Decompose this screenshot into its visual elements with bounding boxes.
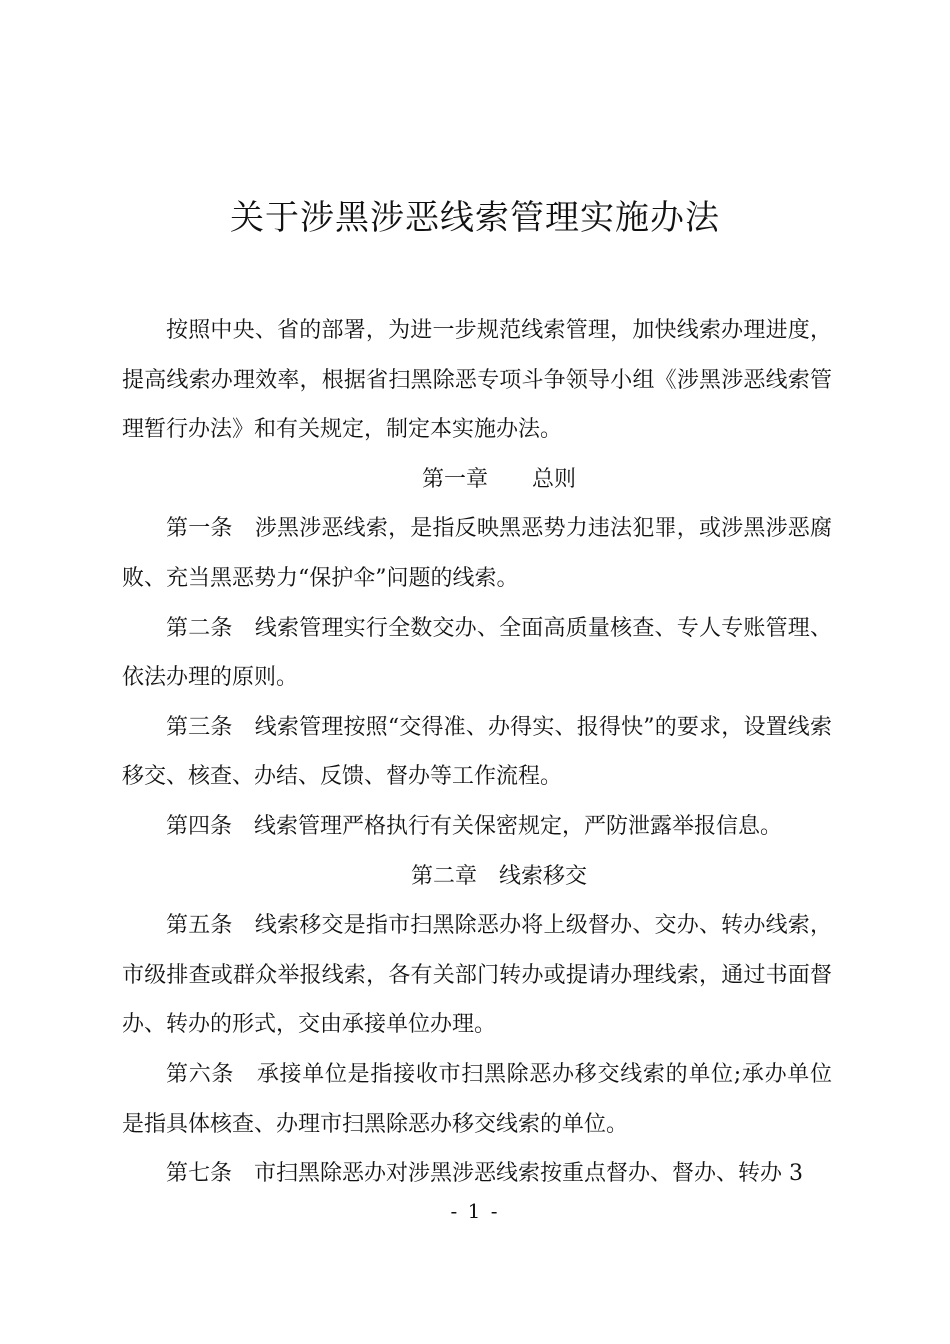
chapter-2-heading: [122, 852, 832, 902]
article-4-label: 第四条: [166, 813, 233, 839]
article-6: [122, 1050, 832, 1149]
article-6-text: 承接单位是指接收市扫黑除恶办移交线索的单位;承办单位是指具体核查、办理市扫黑除恶办移交线索的单位。: [122, 1061, 832, 1137]
article-3-label: 第三条: [166, 714, 233, 740]
chapter-2-number: 第二章: [410, 863, 477, 889]
chapter-2-name: 线索移交: [499, 863, 588, 889]
article-7-text: 市扫黑除恶办对涉黑涉恶线索按重点督办、督办、转办 3: [254, 1161, 804, 1187]
article-2-label: 第二条: [166, 615, 233, 641]
article-5-text: 线索移交是指市扫黑除恶办将上级督办、交办、转办线索，市级排查或群众举报线索，各有关部门转办或提请办理线索，通过书面督办、转办的形式，交由承接单位办理。: [122, 913, 832, 1038]
document-body: [122, 306, 832, 1199]
article-2-text: 线索管理实行全数交办、全面高质量核查、专人专账管理、依法办理的原则。: [122, 615, 832, 691]
article-1: [122, 504, 832, 603]
article-3: [122, 703, 832, 802]
chapter-1-heading: [122, 455, 832, 505]
article-1-label: 第一条: [166, 516, 233, 542]
article-5: [122, 901, 832, 1050]
article-2: [122, 604, 832, 703]
page-number: - 1 -: [450, 1199, 500, 1223]
document-title: 关于涉黑涉恶线索管理实施办法: [230, 198, 720, 238]
intro-paragraph: 按照中央、省的部署，为进一步规范线索管理，加快线索办理进度，提高线索办理效率，根据省扫黑除恶专项斗争领导小组《涉黑涉恶线索管理暂行办法》和有关规定，制定本实施办法。: [122, 318, 832, 443]
article-3-text: 线索管理按照“交得准、办得实、报得快”的要求，设置线索移交、核查、办结、反馈、督办等工作流程。: [122, 714, 832, 790]
article-1-text: 涉黑涉恶线索，是指反映黑恶势力违法犯罪，或涉黑涉恶腐败、充当黑恶势力“保护伞”问题的线索。: [122, 516, 832, 591]
article-7: [122, 1149, 832, 1199]
article-5-label: 第五条: [166, 913, 233, 939]
article-4: [122, 802, 832, 852]
article-6-label: 第六条: [166, 1061, 235, 1087]
article-7-label: 第七条: [166, 1161, 233, 1187]
chapter-1-name: 总则: [532, 466, 577, 492]
chapter-1-number: 第一章: [421, 466, 488, 492]
article-4-text: 线索管理严格执行有关保密规定，严防泄露举报信息。: [254, 813, 783, 839]
